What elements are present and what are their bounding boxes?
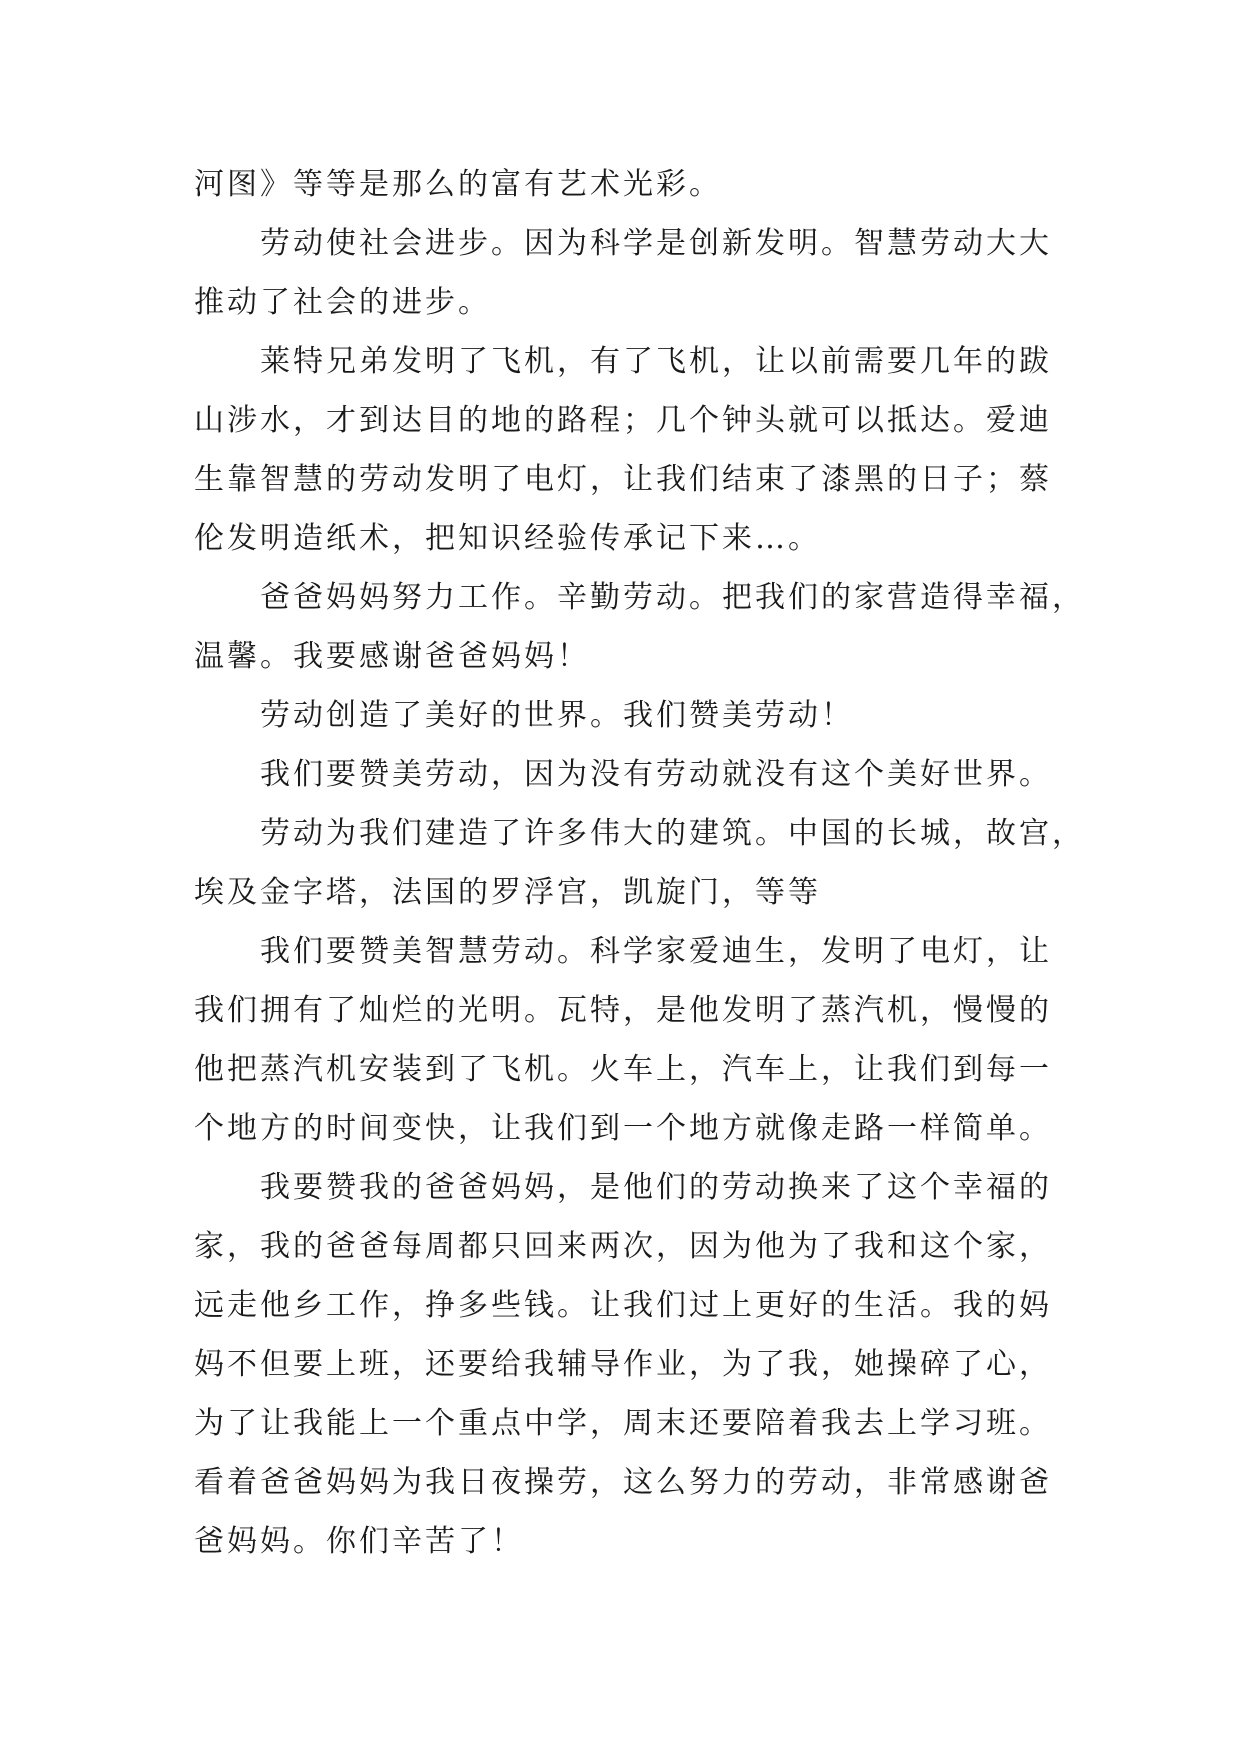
- text-line: 我们要赞美智慧劳动。科学家爱迪生，发明了电灯，让: [260, 934, 1052, 969]
- paragraph: [194, 155, 1194, 214]
- text-line: 莱特兄弟发明了飞机，有了飞机，让以前需要几年的跋: [260, 344, 1052, 379]
- text-line: 劳动创造了美好的世界。我们赞美劳动！: [260, 698, 854, 733]
- text-line: 爸爸妈妈努力工作。辛勤劳动。把我们的家营造得幸福，: [260, 580, 1085, 615]
- text-line: 为了让我能上一个重点中学，周末还要陪着我去上学习班。: [194, 1406, 1052, 1441]
- text-line: 我们拥有了灿烂的光明。瓦特，是他发明了蒸汽机，慢慢的: [194, 993, 1052, 1028]
- paragraph: [194, 332, 1194, 568]
- text-line: 远走他乡工作，挣多些钱。让我们过上更好的生活。我的妈: [194, 1288, 1052, 1323]
- text-line: 埃及金字塔，法国的罗浮宫，凯旋门，等等: [194, 875, 821, 910]
- text-line: 生靠智慧的劳动发明了电灯，让我们结束了漆黑的日子；蔡: [194, 462, 1052, 497]
- text-line: 劳动使社会进步。因为科学是创新发明。智慧劳动大大: [260, 226, 1052, 261]
- paragraph: [194, 922, 1194, 1158]
- paragraph: [194, 1158, 1194, 1571]
- text-line: 劳动为我们建造了许多伟大的建筑。中国的长城，故宫，: [260, 816, 1085, 851]
- text-line: 推动了社会的进步。: [194, 285, 491, 320]
- paragraph: [194, 686, 1194, 745]
- paragraph: [194, 568, 1194, 686]
- text-line: 爸妈妈。你们辛苦了！: [194, 1524, 524, 1559]
- text-line: 河图》等等是那么的富有艺术光彩。: [194, 167, 722, 202]
- text-line: 山涉水，才到达目的地的路程；几个钟头就可以抵达。爱迪: [194, 403, 1052, 438]
- document-body: [194, 155, 1194, 1571]
- text-line: 我们要赞美劳动，因为没有劳动就没有这个美好世界。: [260, 757, 1052, 792]
- paragraph: [194, 214, 1194, 332]
- text-line: 看着爸爸妈妈为我日夜操劳，这么努力的劳动，非常感谢爸: [194, 1465, 1052, 1500]
- text-line: 我要赞我的爸爸妈妈，是他们的劳动换来了这个幸福的: [260, 1170, 1052, 1205]
- text-line: 家，我的爸爸每周都只回来两次，因为他为了我和这个家，: [194, 1229, 1052, 1264]
- paragraph: [194, 745, 1194, 804]
- text-line: 他把蒸汽机安装到了飞机。火车上，汽车上，让我们到每一: [194, 1052, 1052, 1087]
- text-line: 个地方的时间变快，让我们到一个地方就像走路一样简单。: [194, 1111, 1052, 1146]
- text-line: 伦发明造纸术，把知识经验传承记下来…。: [194, 521, 821, 556]
- paragraph: [194, 804, 1194, 922]
- text-line: 温馨。我要感谢爸爸妈妈！: [194, 639, 590, 674]
- text-line: 妈不但要上班，还要给我辅导作业，为了我，她操碎了心，: [194, 1347, 1052, 1382]
